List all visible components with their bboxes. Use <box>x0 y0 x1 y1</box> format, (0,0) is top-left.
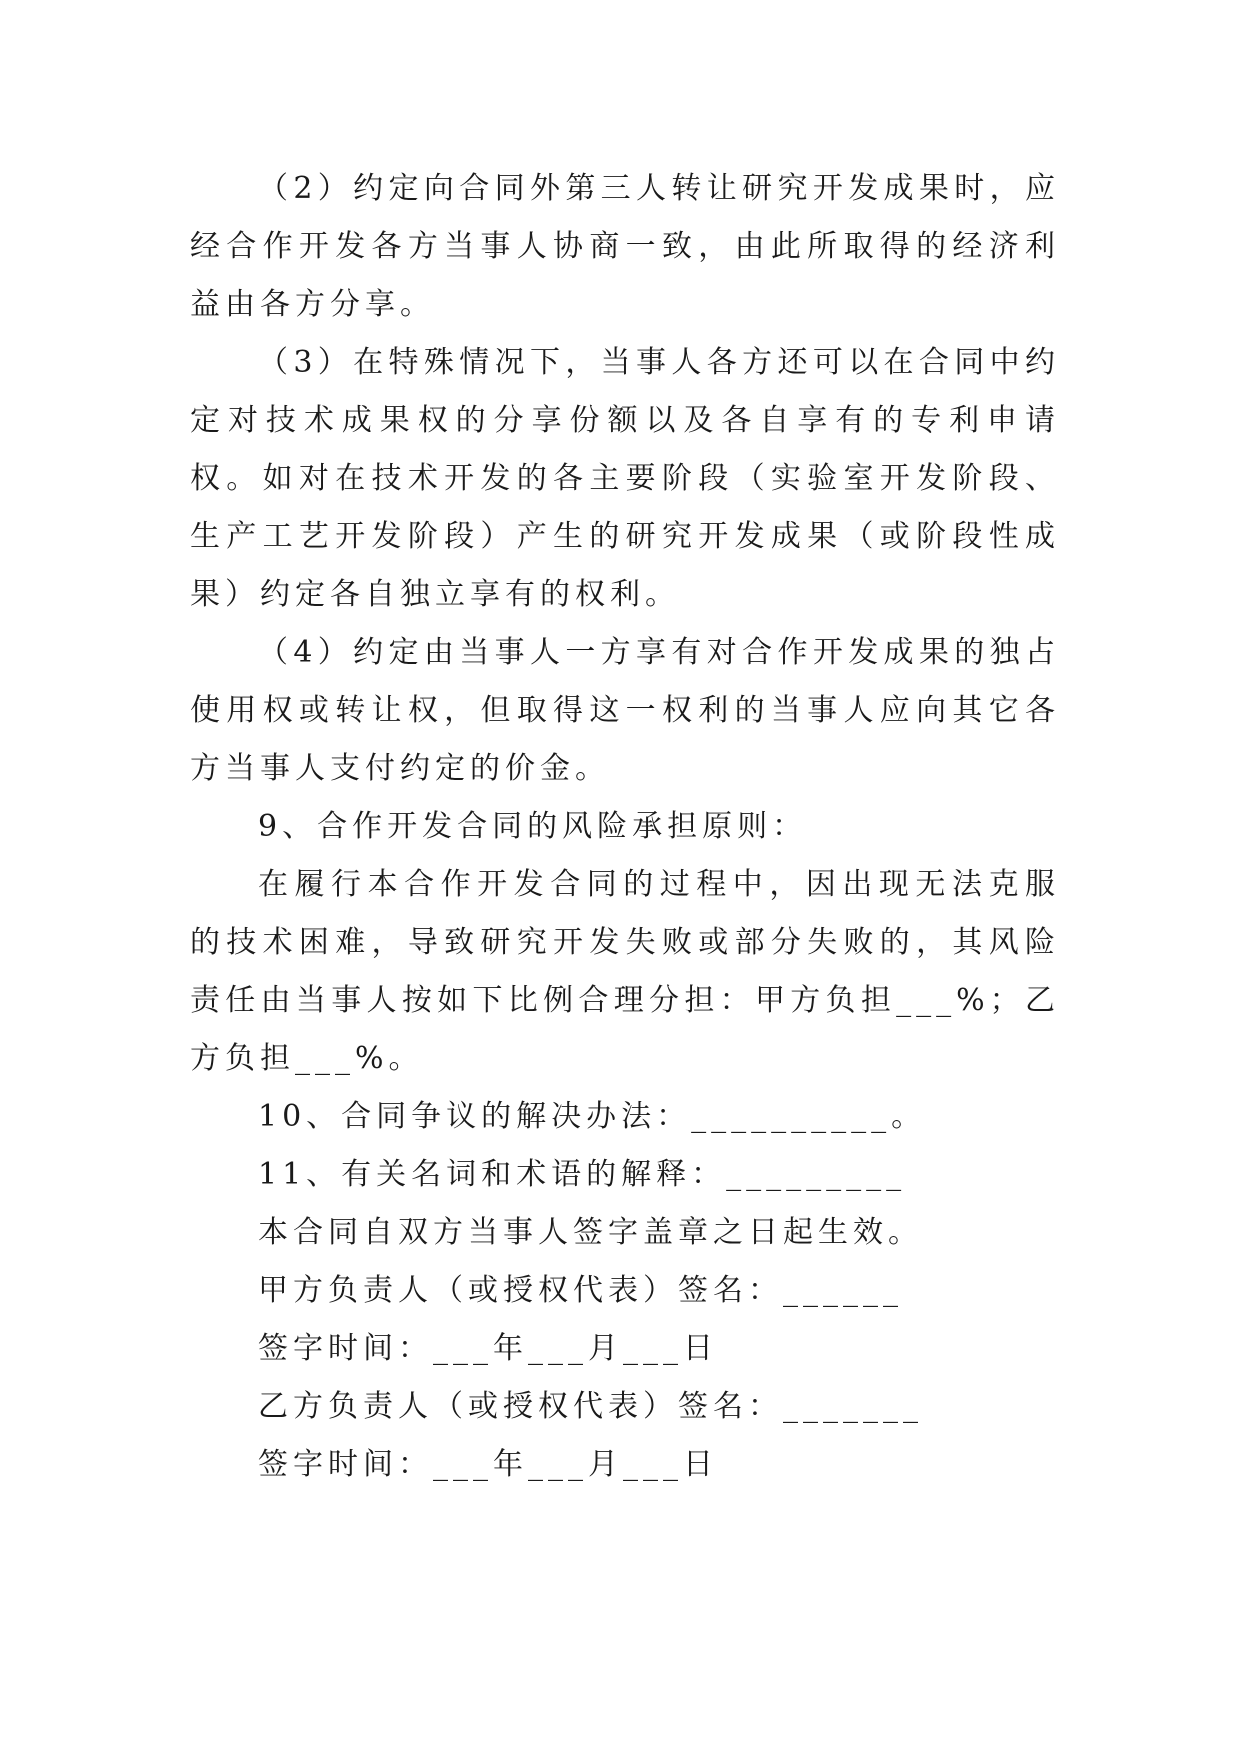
heading-clause-9: 9、合作开发合同的风险承担原则： <box>258 809 808 844</box>
paragraph-clause-8-4: （4）约定由当事人一方享有对合作开发成果的独占使用权或转让权，但取得这一权利的当事人应向其它各方当事人支付约定的价金。 <box>190 635 1060 786</box>
party-b-sign-date-line: 签字时间：___年___月___日 <box>258 1447 718 1482</box>
paragraph-clause-8-2: （2）约定向合同外第三人转让研究开发成果时，应经合作开发各方当事人协商一致，由此所取得的经济利益由各方分享。 <box>190 171 1060 322</box>
party-a-signature-line: 甲方负责人（或授权代表）签名：______ <box>258 1273 903 1308</box>
paragraph-risk-sharing: 在履行本合作开发合同的过程中，因出现无法克服的技术困难，导致研究开发失败或部分失败的，其风险责任由当事人按如下比例合理分担：甲方负担___%；乙方负担___%。 <box>190 867 1060 1076</box>
clause-10-dispute-resolution: 10、合同争议的解决办法：__________。 <box>258 1099 927 1134</box>
clause-11-terminology: 11、有关名词和术语的解释：_________ <box>258 1157 907 1192</box>
party-a-sign-date-line: 签字时间：___年___月___日 <box>258 1331 718 1366</box>
paragraph-clause-8-3: （3）在特殊情况下，当事人各方还可以在合同中约定对技术成果权的分享份额以及各自享有的专利申请权。如对在技术开发的各主要阶段（实验室开发阶段、生产工艺开发阶段）产生的研究开发成果（或阶段性成果）约定各自独立享有的权利。 <box>190 345 1060 612</box>
effective-clause: 本合同自双方当事人签字盖章之日起生效。 <box>258 1215 923 1250</box>
document-body <box>190 160 1060 1494</box>
party-b-signature-line: 乙方负责人（或授权代表）签名：_______ <box>258 1389 923 1424</box>
